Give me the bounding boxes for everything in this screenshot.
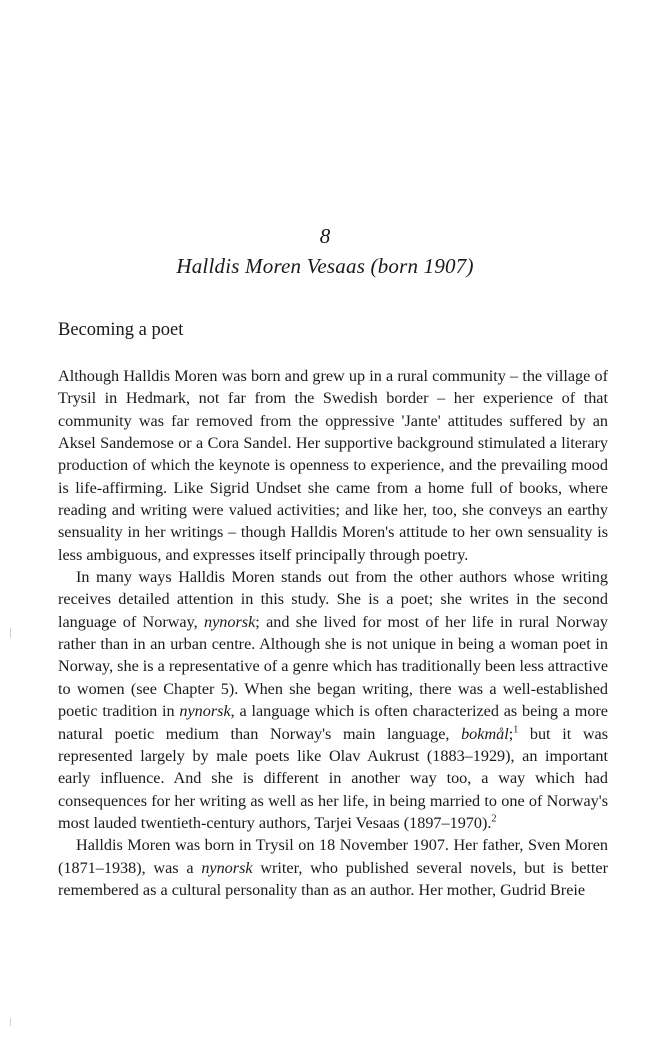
scan-margin-mark [10, 1018, 11, 1026]
section-heading: Becoming a poet [58, 320, 184, 340]
footnote-marker: 2 [491, 813, 497, 825]
scan-margin-mark [10, 628, 11, 638]
italic-term: nynorsk [204, 612, 256, 631]
chapter-number: 8 [319, 224, 331, 248]
italic-term: bokmål [461, 724, 509, 743]
body-text [58, 365, 608, 901]
chapter-title: Halldis Moren Vesaas (born 1907) [176, 254, 474, 278]
italic-term: nynorsk [201, 858, 253, 877]
footnote-marker: 1 [513, 724, 519, 736]
paragraph-1: Although Halldis Moren was born and grew up in a rural community – the village of Trysil in Hedmark, not far from the Swedish border – her experience of that community was far removed from the oppressive 'Jante' attitudes suffered by an Aksel Sandemose or a Cora Sandel. Her supportive background stimulated a literary production of which the keynote is openness to experience, and the prevailing mood is life-affirming. Like Sigrid Undset she came from a home full of books, where reading and writing were valued activities; and like her, too, she conveys an earthy sensuality in her writings – though Halldis Moren's attitude to her own sensuality is less ambiguous, and expresses itself principally through poetry. [58, 367, 608, 564]
paragraph-2: In many ways Halldis Moren stands out from the other authors whose writing receives detailed attention in this study. She is a poet; she writes in the second language of Norway, nynorsk; and she lived for most of her life in rural Norway rather than in an urban centre. Although she is not unique in being a woman poet in Norway, she is a representative of a genre which has traditionally been less attractive to women (see Chapter 5). When she began writing, there was a well-established poetic tradition in nynorsk, a language which is often characterized as being a more natural poetic medium than Norway's main language, bokmål;$^1$ but it was represented largely by male poets like Olav Aukrust (1883–1929), an important early influence. And she is different in another way too, a way which had consequences for her writing as well as her life, in being married to one of Norway's most lauded twentieth-century authors, Tarjei Vesaas (1897–1970).$^2$ [58, 568, 609, 832]
paragraph-3: Halldis Moren was born in Trysil on 18 November 1907. Her father, Sven Moren (1871–1938), was a nynorsk writer, who published several novels, but is better remembered as a cultural personality than as an author. Her mother, Gudrid Breie [58, 836, 608, 899]
italic-term: nynorsk [179, 702, 231, 721]
